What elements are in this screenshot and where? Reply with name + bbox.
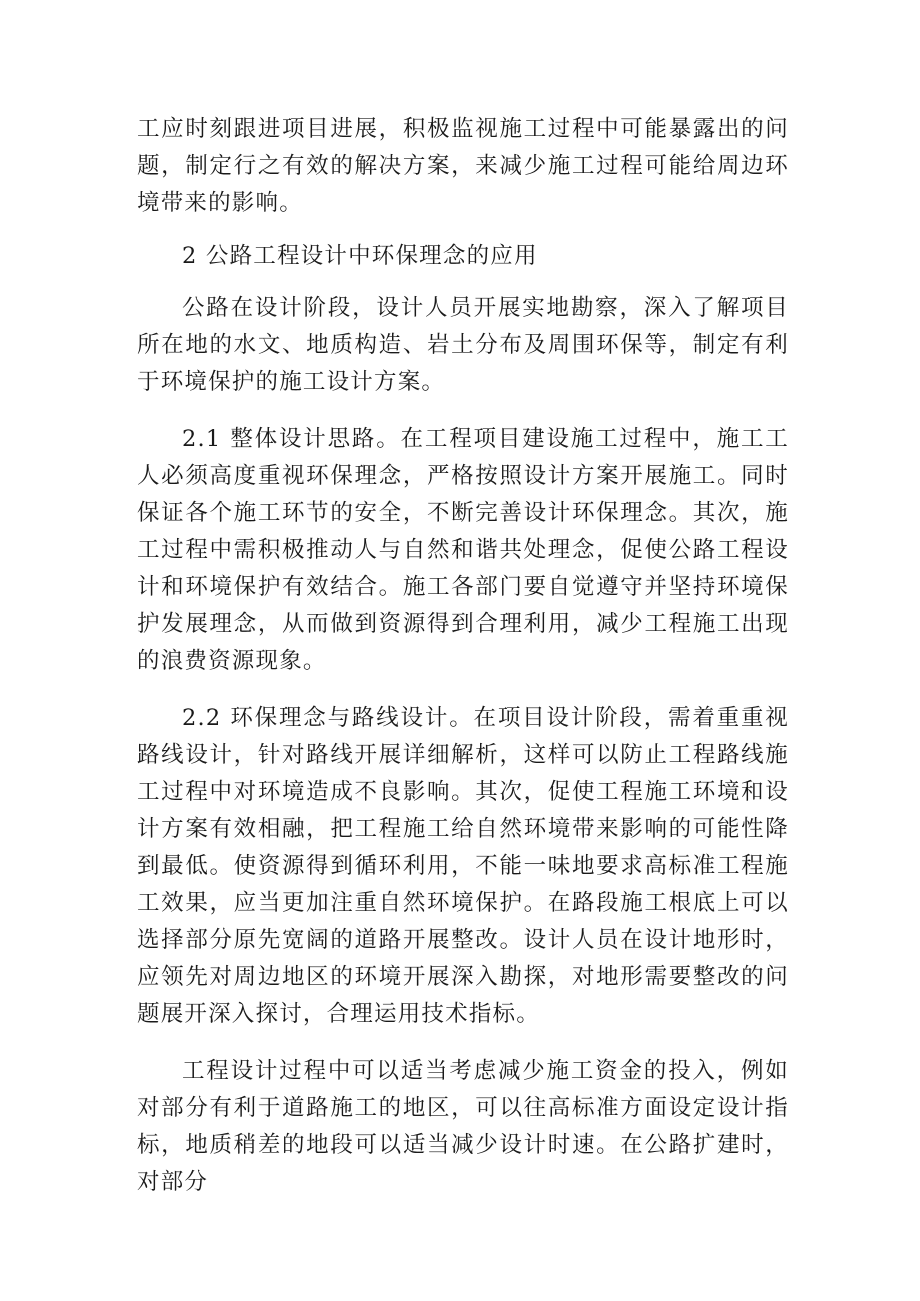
paragraph-overall-design: 2.1 整体设计思路。在工程项目建设施工过程中，施工工人必须高度重视环保理念，严格按照设计方案开展施工。同时保证各个施工环节的安全，不断完善设计环保理念。其次，施工过程中需积极推动人与自然和谐共处理念，促使公路工程设计和环境保护有效结合。施工各部门要自觉遵守并坚持环境保护发展理念，从而做到资源得到合理利用，减少工程施工出现的浪费资源现象。 [137, 426, 789, 674]
paragraph-continuation: 工应时刻跟进项目进展，积极监视施工过程中可能暴露出的问题，制定行之有效的解决方案，来减少施工过程可能给周边环境带来的影响。 [137, 116, 789, 216]
document-body [137, 111, 789, 1201]
section-heading: 2 公路工程设计中环保理念的应用 [182, 243, 538, 269]
paragraph-engineering-design: 工程设计过程中可以适当考虑减少施工资金的投入，例如对部分有利于道路施工的地区，可以往高标准方面设定设计指标，地质稍差的地段可以适当减少设计时速。在公路扩建时，对部分 [137, 1058, 789, 1195]
paragraph-design-stage: 公路在设计阶段，设计人员开展实地勘察，深入了解项目所在地的水文、地质构造、岩土分布及周围环保等，制定有利于环境保护的施工设计方案。 [137, 295, 789, 395]
paragraph-route-design: 2.2 环保理念与路线设计。在项目设计阶段，需着重重视路线设计，针对路线开展详细解析，这样可以防止工程路线施工过程中对环境造成不良影响。其次，促使工程施工环境和设计方案有效相融，把工程施工给自然环境带来影响的可能性降到最低。使资源得到循环利用，不能一味地要求高标准工程施工效果，应当更加注重自然环境保护。在路段施工根底上可以选择部分原先宽阔的道路开展整改。设计人员在设计地形时，应领先对周边地区的环境开展深入勘探，对地形需要整改的问题展开深入探讨，合理运用技术指标。 [137, 705, 789, 1027]
